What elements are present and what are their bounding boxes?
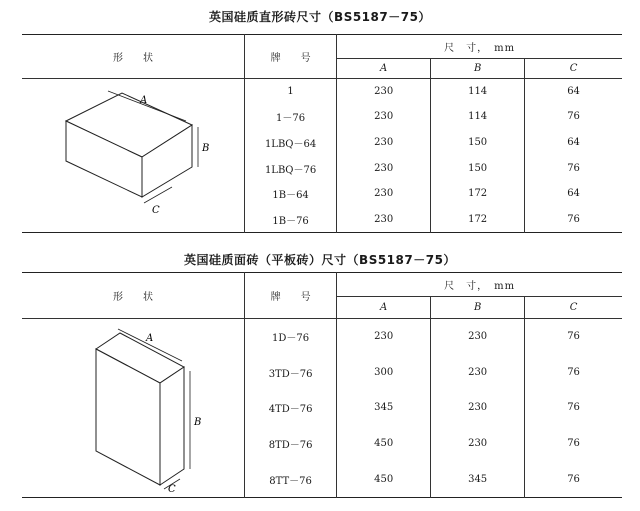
table1-row6-c: 76	[525, 207, 622, 233]
table2-col-c-header: C	[525, 297, 622, 319]
straight-brick-table	[22, 34, 622, 233]
straight-brick-figure-cell	[22, 79, 245, 233]
table-row	[22, 79, 622, 105]
table2-col-a-header: A	[337, 297, 431, 319]
table2-row3-c: 76	[525, 390, 622, 426]
figure-label-a: A	[140, 95, 148, 106]
table1-row3-c: 64	[525, 130, 622, 156]
table2-row5-a: 450	[337, 462, 431, 498]
table1-row6-a: 230	[337, 207, 431, 233]
table1-row5-c: 64	[525, 181, 622, 207]
table1-row4-b: 150	[431, 155, 525, 181]
table2-row1-grade: 1D－76	[245, 319, 337, 355]
table2-row4-a: 450	[337, 426, 431, 462]
table2-row3-b: 230	[431, 390, 525, 426]
table1-grade-header: 牌 号	[245, 35, 337, 79]
table1-row5-a: 230	[337, 181, 431, 207]
table1-col-c-header: C	[525, 59, 622, 79]
table1-row3-grade: 1LBQ－64	[245, 130, 337, 156]
table1-row1-b: 114	[431, 79, 525, 105]
face-brick-figure	[22, 319, 244, 494]
face-figure-label-c: C	[168, 484, 176, 494]
table1-dim-header: 尺 寸， mm	[337, 35, 622, 59]
table1-title: 英国硅质直形砖尺寸（BS5187－75）	[209, 10, 431, 24]
face-figure-label-a: A	[146, 333, 154, 344]
table1-row4-a: 230	[337, 155, 431, 181]
table2-title: 英国硅质面砖（平板砖）尺寸（BS5187－75）	[184, 253, 456, 267]
table1-row3-a: 230	[337, 130, 431, 156]
table2-row4-b: 230	[431, 426, 525, 462]
table1-row6-grade: 1B－76	[245, 207, 337, 233]
table1-shape-header: 形 状	[22, 35, 245, 79]
table2-row2-grade: 3TD－76	[245, 354, 337, 390]
face-brick-side-face	[160, 367, 184, 485]
table2-row4-c: 76	[525, 426, 622, 462]
table2-row2-c: 76	[525, 354, 622, 390]
table1-row2-b: 114	[431, 104, 525, 130]
table2-grade-header: 牌 号	[245, 273, 337, 319]
figure-label-b: B	[202, 143, 210, 154]
straight-brick-figure	[22, 79, 244, 229]
table1-row1-grade: 1	[245, 79, 337, 105]
table1-row6-b: 172	[431, 207, 525, 233]
table1-header-row-1	[22, 35, 622, 59]
table-row	[22, 319, 622, 355]
face-brick-table	[22, 272, 622, 498]
table1-row1-a: 230	[337, 79, 431, 105]
table1-row2-a: 230	[337, 104, 431, 130]
table2-row5-c: 76	[525, 462, 622, 498]
table1-row2-c: 76	[525, 104, 622, 130]
table2-dim-header: 尺 寸， mm	[337, 273, 622, 297]
table1-row4-grade: 1LBQ－76	[245, 155, 337, 181]
table2-col-b-header: B	[431, 297, 525, 319]
table2-row4-grade: 8TD－76	[245, 426, 337, 462]
table2-row2-b: 230	[431, 354, 525, 390]
table2-row3-grade: 4TD－76	[245, 390, 337, 426]
table2-header-row-1	[22, 273, 622, 297]
table2-shape-header: 形 状	[22, 273, 245, 319]
table1-col-a-header: A	[337, 59, 431, 79]
table2-row1-b: 230	[431, 319, 525, 355]
table2-row5-grade: 8TT－76	[245, 462, 337, 498]
table2-row3-a: 345	[337, 390, 431, 426]
table1-row5-grade: 1B－64	[245, 181, 337, 207]
table1-row2-grade: 1－76	[245, 104, 337, 130]
table1-row1-c: 64	[525, 79, 622, 105]
table2-row5-b: 345	[431, 462, 525, 498]
table1-row3-b: 150	[431, 130, 525, 156]
figure-label-c: C	[152, 205, 160, 216]
table1-row4-c: 76	[525, 155, 622, 181]
table2-row1-c: 76	[525, 319, 622, 355]
table1-col-b-header: B	[431, 59, 525, 79]
table2-row1-a: 230	[337, 319, 431, 355]
face-brick-figure-cell	[22, 319, 245, 498]
table1-row5-b: 172	[431, 181, 525, 207]
table2-row2-a: 300	[337, 354, 431, 390]
face-figure-label-b: B	[194, 417, 202, 428]
